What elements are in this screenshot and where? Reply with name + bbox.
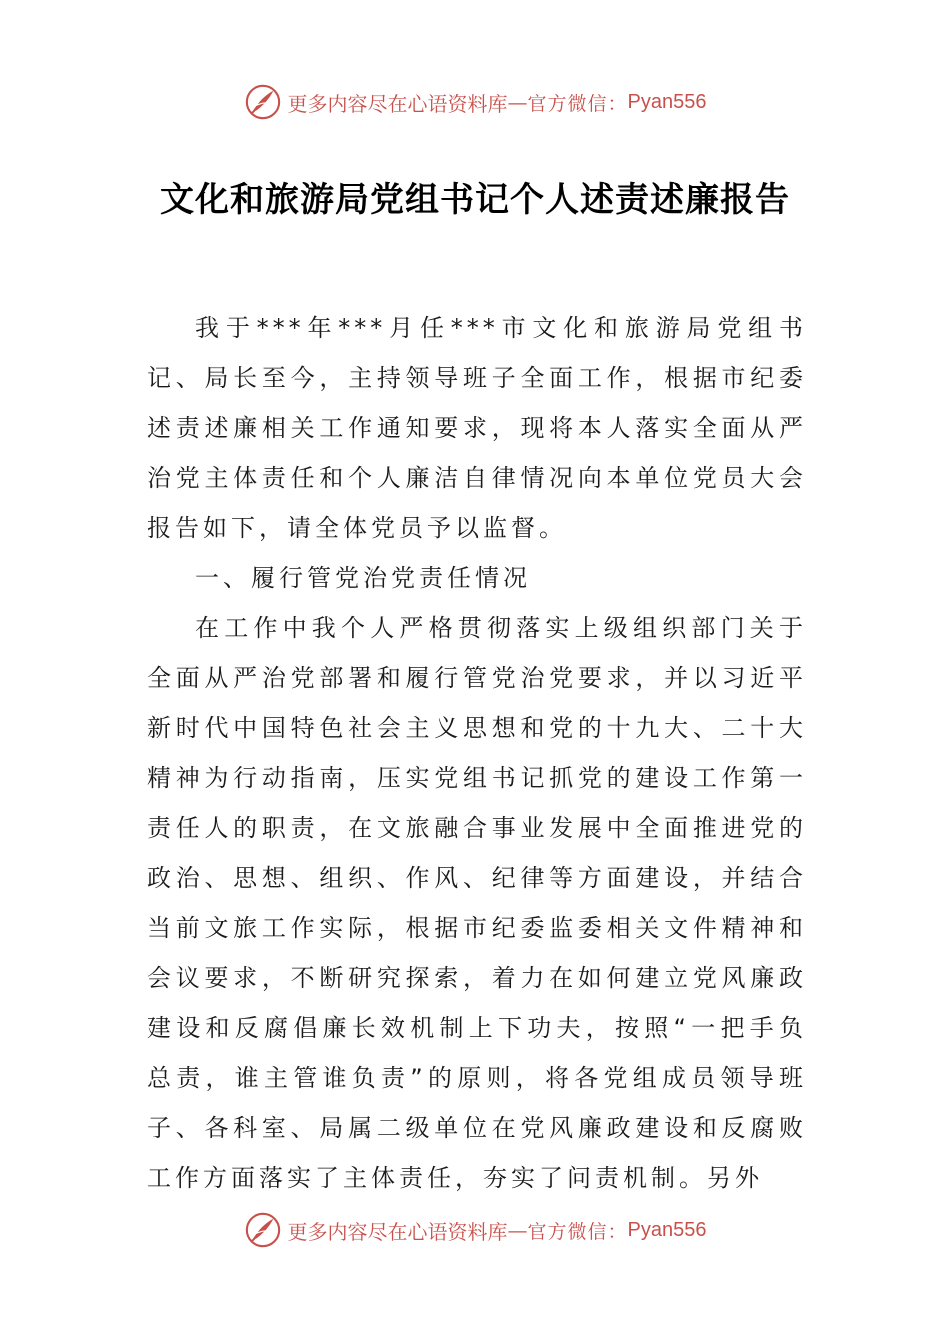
- header-banner: [0, 78, 950, 126]
- banner-official-label: 官方微信：: [527, 92, 628, 115]
- banner-wechat-id: Pyan556: [627, 90, 707, 113]
- banner-brand-text: 更多内容尽在心语资料库: [287, 1219, 508, 1244]
- quill-pen-logo-icon: [244, 1211, 282, 1249]
- banner-dash: —: [507, 1218, 528, 1242]
- banner-wechat-id: Pyan556: [627, 1218, 707, 1241]
- banner-brand-text: 更多内容尽在心语资料库: [287, 91, 508, 116]
- document-body: [147, 303, 807, 1203]
- document-title: 文化和旅游局党组书记个人述责述廉报告: [160, 180, 790, 220]
- banner-official-label: 官方微信：: [527, 1220, 628, 1243]
- paragraph-intro: 我于***年***月任***市文化和旅游局党组书记、局长至今，主持领导班子全面工作，根据市纪委述责述廉相关工作通知要求，现将本人落实全面从严治党主体责任和个人廉洁自律情况向本单位党员大会报告如下，请全体党员予以监督。: [147, 314, 807, 542]
- banner-dash: —: [507, 90, 528, 114]
- section-heading: 一、履行管党治党责任情况: [195, 564, 531, 592]
- footer-banner: [0, 1206, 950, 1254]
- paragraph-section-one: 在工作中我个人严格贯彻落实上级组织部门关于全面从严治党部署和履行管党治党要求，并以习近平新时代中国特色社会主义思想和党的十九大、二十大精神为行动指南，压实党组书记抓党的建设工作第一责任人的职责，在文旅融合事业发展中全面推进党的政治、思想、组织、作风、纪律等方面建设，并结合当前文旅工作实际，根据市纪委监委相关文件精神和会议要求，不断研究探索，着力在如何建立党风廉政建设和反腐倡廉长效机制上下功夫，按照“一把手负总责，谁主管谁负责”的原则，将各党组成员领导班子、各科室、局属二级单位在党风廉政建设和反腐败工作方面落实了主体责任，夯实了问责机制。另外: [147, 614, 807, 1192]
- quill-pen-logo-icon: [244, 83, 282, 121]
